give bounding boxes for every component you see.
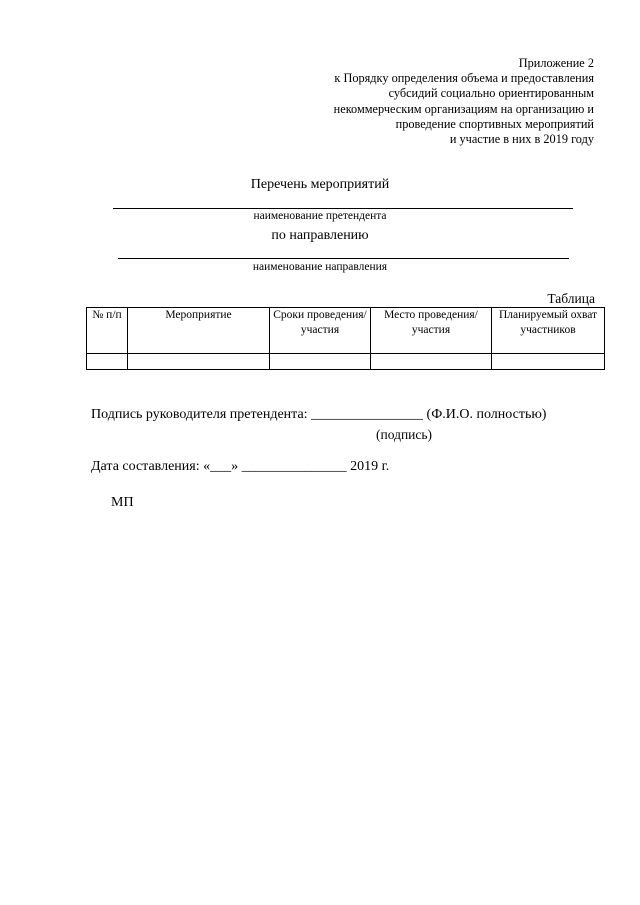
col-header-event: Мероприятие <box>128 308 270 354</box>
signature-note: (подпись) <box>376 427 433 442</box>
table-cell[interactable] <box>492 354 605 370</box>
applicant-name-line[interactable] <box>113 208 573 209</box>
col-header-number: № п/п <box>87 308 128 354</box>
stamp-label: МП <box>111 495 134 510</box>
appendix-line: проведение спортивных мероприятий <box>395 116 594 131</box>
table-row <box>87 354 605 370</box>
appendix-line: к Порядку определения объема и предоставления <box>334 71 594 86</box>
col-header-dates: Сроки проведения/ участия <box>270 308 371 354</box>
appendix-line: некоммерческим организациям на организацию и <box>333 101 594 116</box>
table-cell[interactable] <box>87 354 128 370</box>
page-title: Перечень мероприятий <box>250 177 390 192</box>
table-label: Таблица <box>547 291 595 306</box>
appendix-line: и участие в них в 2019 году <box>449 132 594 147</box>
date-line: Дата составления: «___» _______________ 2019 г. <box>91 459 390 474</box>
events-table <box>86 307 605 370</box>
direction-label: по направлению <box>271 228 369 243</box>
direction-caption: наименование направления <box>252 261 388 273</box>
signature-line: Подпись руководителя претендента: ________________ (Ф.И.О. полностью) <box>91 407 547 422</box>
appendix-header <box>264 56 594 147</box>
col-header-location: Место проведения/ участия <box>371 308 492 354</box>
col-header-coverage: Планируемый охват участников <box>492 308 605 354</box>
direction-name-line[interactable] <box>118 258 569 259</box>
table-cell[interactable] <box>270 354 371 370</box>
table-header-row <box>87 308 605 354</box>
applicant-caption: наименование претендента <box>253 210 387 222</box>
appendix-line: Приложение 2 <box>518 56 594 70</box>
table-cell[interactable] <box>371 354 492 370</box>
table-cell[interactable] <box>128 354 270 370</box>
appendix-line: субсидий социально ориентированным <box>388 86 594 101</box>
